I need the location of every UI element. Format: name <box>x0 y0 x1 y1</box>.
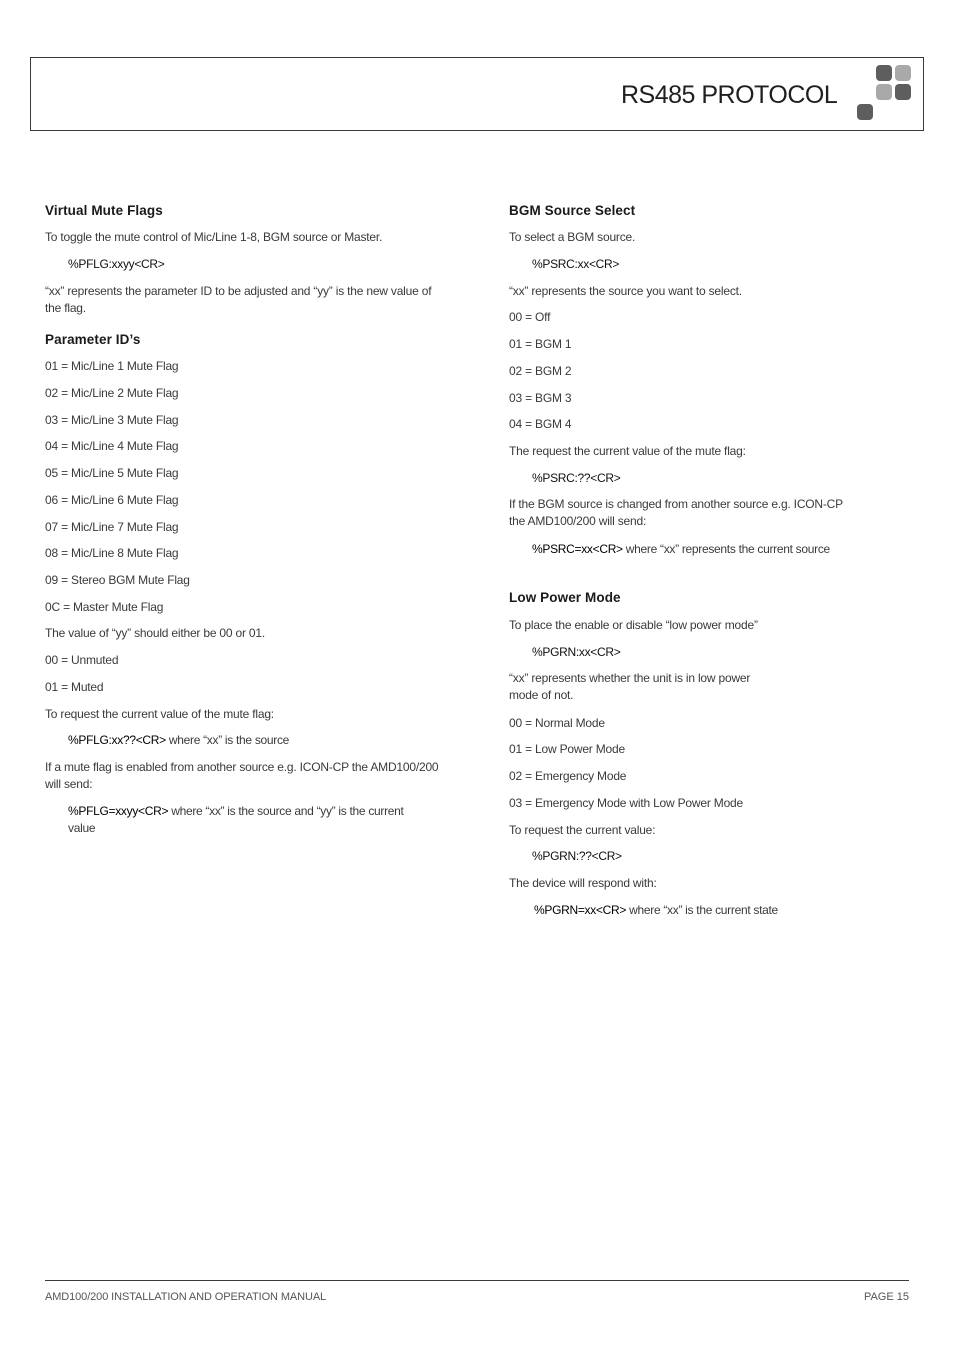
power-mode-request-text: To request the current value: <box>509 823 656 837</box>
pflg-report-command <box>68 803 428 837</box>
low-power-mode-intro: To place the enable or disable “low power mode” <box>509 618 758 632</box>
brand-logo-icon <box>856 65 914 123</box>
parameter-id-item: 08 = Mic/Line 8 Mute Flag <box>45 546 179 560</box>
pflg-set-command: %PFLG:xxyy<CR> <box>68 257 165 271</box>
parameter-id-item: 03 = Mic/Line 3 Mute Flag <box>45 413 179 427</box>
footer-page-number: PAGE 15 <box>863 1291 909 1303</box>
virtual-mute-flags-intro: To toggle the mute control of Mic/Line 1-8, BGM source or Master. <box>45 230 383 244</box>
power-mode-item: 01 = Low Power Mode <box>509 742 625 756</box>
pflg-request-description: where “xx” is the source <box>165 733 290 747</box>
parameter-id-item: 09 = Stereo BGM Mute Flag <box>45 573 190 587</box>
pgrn-report-description: where “xx” is the current state <box>626 903 778 917</box>
bgm-source-select-heading: BGM Source Select <box>509 203 636 218</box>
psrc-report-description: where “xx” represents the current source <box>622 542 830 556</box>
footer-manual-title: AMD100/200 INSTALLATION AND OPERATION MANUAL <box>45 1291 327 1303</box>
bgm-source-item: 02 = BGM 2 <box>509 364 572 378</box>
power-mode-item: 03 = Emergency Mode with Low Power Mode <box>509 796 743 810</box>
mute-request-text: To request the current value of the mute flag: <box>45 707 274 721</box>
pflg-request-code: %PFLG:xx??<CR> <box>68 733 166 747</box>
footer-divider <box>45 1280 909 1281</box>
parameter-id-item: 07 = Mic/Line 7 Mute Flag <box>45 520 179 534</box>
low-power-mode-description: “xx” represents whether the unit is in low power mode of not. <box>509 671 751 702</box>
parameter-id-item: 05 = Mic/Line 5 Mute Flag <box>45 466 179 480</box>
parameter-id-item: 06 = Mic/Line 6 Mute Flag <box>45 493 179 507</box>
bgm-request-text: The request the current value of the mute flag: <box>509 444 746 458</box>
bgm-source-item: 00 = Off <box>509 310 551 324</box>
power-mode-item: 02 = Emergency Mode <box>509 769 627 783</box>
bgm-source-item: 03 = BGM 3 <box>509 391 572 405</box>
bgm-changed-text: If the BGM source is changed from another source e.g. ICON-CP the AMD100/200 will send: <box>509 497 843 528</box>
yy-value-item: 00 = Unmuted <box>45 653 119 667</box>
bgm-source-item: 01 = BGM 1 <box>509 337 572 351</box>
bgm-source-item: 04 = BGM 4 <box>509 417 572 431</box>
parameter-id-item: 01 = Mic/Line 1 Mute Flag <box>45 359 179 373</box>
pflg-report-description: where “xx” is the source and “yy” is the current value <box>68 804 404 835</box>
yy-value-note: The value of “yy” should either be 00 or 01. <box>45 626 265 640</box>
bgm-source-intro: To select a BGM source. <box>509 230 636 244</box>
virtual-mute-flags-heading: Virtual Mute Flags <box>45 203 163 218</box>
virtual-mute-flags-description: “xx” represents the parameter ID to be adjusted and “yy” is the new value of the flag. <box>45 284 432 315</box>
psrc-report-command <box>532 541 830 558</box>
parameter-id-item: 02 = Mic/Line 2 Mute Flag <box>45 386 179 400</box>
pgrn-request-command: %PGRN:??<CR> <box>532 849 622 863</box>
pflg-request-command <box>68 732 289 749</box>
parameter-id-item: 0C = Master Mute Flag <box>45 600 164 614</box>
low-power-mode-heading: Low Power Mode <box>509 590 621 605</box>
pgrn-report-code: %PGRN=xx<CR> <box>534 903 627 917</box>
mute-enabled-text: If a mute flag is enabled from another source e.g. ICON-CP the AMD100/200 will send: <box>45 760 439 791</box>
power-mode-respond-text: The device will respond with: <box>509 876 657 890</box>
yy-value-item: 01 = Muted <box>45 680 104 694</box>
pgrn-set-command: %PGRN:xx<CR> <box>532 645 621 659</box>
pflg-report-code: %PFLG=xxyy<CR> <box>68 804 169 818</box>
psrc-report-code: %PSRC=xx<CR> <box>532 542 623 556</box>
psrc-request-command: %PSRC:??<CR> <box>532 471 621 485</box>
pgrn-report-command <box>534 902 778 919</box>
parameter-id-item: 04 = Mic/Line 4 Mute Flag <box>45 439 179 453</box>
power-mode-item: 00 = Normal Mode <box>509 716 605 730</box>
psrc-set-command: %PSRC:xx<CR> <box>532 257 620 271</box>
parameter-ids-heading: Parameter ID’s <box>45 332 141 347</box>
page-title: RS485 PROTOCOL <box>621 81 838 109</box>
bgm-source-description: “xx” represents the source you want to select. <box>509 284 742 298</box>
